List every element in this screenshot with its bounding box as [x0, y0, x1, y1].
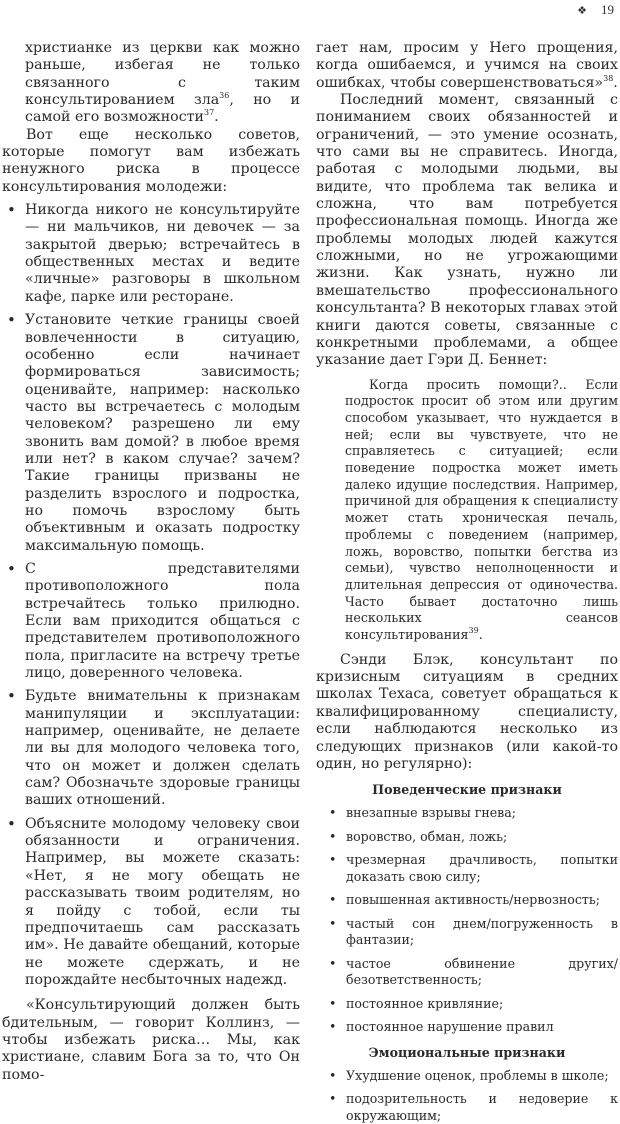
last-point-paragraph: Последний момент, связанный с пониманием своих обязанностей и ограничений, — это умение осознать, что сами вы не справитесь. Иногда, работая с молодыми людьми, вы видите, что проблема так велика и сложна, что вам потребуется профессиональная помощь. Иногда же проблемы молодых людей кажутся сложными, но не угрожающими жизни. Как узнать, нужно ли вмешательство профессионального консультанта? В некоторых главах этой книги даются советы, связанные с конкретными проблемами, а общее указание дает Гэри Д. Беннет: [316, 92, 618, 369]
sandy-black-paragraph: Сэнди Блэк, консультант по кризисным ситуациям в средних школах Техаса, советует обращаться к квалифицированному специалисту, если наблюдаются несколько из следующих признаков (или какой-то один, но регулярно): [316, 651, 618, 772]
list-item: • Будьте внимательны к признакам манипуляции и эксплуатации: например, оценивайте, не делаете ли вы для молодого человека того, что он может и должен сделать сам? Обозначьте здоровые границы ваших отношений. [2, 688, 300, 809]
list-item: • Установите четкие границы своей вовлеченности в ситуацию, особенно если начинает формироваться зависимость; оценивайте, например: насколько часто вы встречаетесь с молодым человеком? разрешено ли ему звонить вам домой? в любое время или нет? в каком случае? зачем? Такие границы призваны не разделить взрослого и подростка, но помочь взрослому быть объективным и оказать подростку максимальную помощь. [2, 312, 300, 555]
footnote-ref: 36 [219, 91, 230, 101]
collins-quote-paragraph: «Консультирующий должен быть бдительным, — говорит Коллинз, — чтобы избежать риска… Мы, как христиане, славим Бога за то, что Он помо- [2, 997, 300, 1083]
list-item: • Ухудшение оценок, проблемы в школе; [326, 1068, 618, 1085]
bennett-blockquote: Когда просить помощи?.. Если подросток просит об этом или другим способом указывает, что нуждается в ней; если вы чувствуете, что не справляетесь с ситуацией; если поведение подростка может иметь далеко идущие последствия. Например, причиной для обращения к специалисту может стать хроническая печаль, проблемы с поведением (например, ложь, воровство, попытки бегства из семьи), чувство неполноценности и длительная депрессия от одиночества. Часто бывает достаточно лишь нескольких сеансов консультирования$^{39}$. [345, 376, 618, 643]
ornament-icon: ❖ [577, 5, 587, 17]
continued-paragraph: христианке из церкви как можно раньше, избегая не только связанного с таким консультированием зла$^{36}$, но и самой его возможности$^{37}$. [25, 40, 300, 126]
page-header [577, 2, 614, 18]
collins-quote-continuation: гает нам, просим у Него прощения, когда ошибаемся, и учимся на своих ошибках, чтобы совершенствоваться»$^{38}$. [316, 40, 618, 91]
list-item: • чрезмерная драчливость, попытки доказать свою силу; [326, 852, 618, 885]
list-item: • подозрительность и недоверие к окружающим; [326, 1091, 618, 1124]
footnote-ref: 38 [603, 73, 614, 83]
intro-paragraph: Вот еще несколько советов, которые помогут вам избежать ненужного риска в процессе консультирования молодежи: [2, 126, 300, 195]
list-item: • Объясните молодому человеку свои обязанности и ограничения. Например, вы можете сказать: «Нет, я не могу обещать не рассказывать твоим родителям, но я пойду с тобой, если ты предпочитаешь сам рассказать им». Не давайте обещаний, которые не можете сдержать, и не порождайте несбыточных надежд. [2, 816, 300, 989]
page-number: 19 [601, 2, 614, 17]
list-item: • повышенная активность/нервозность; [326, 892, 618, 909]
emotional-signs-list [316, 1068, 618, 1124]
list-item: • Никогда никого не консультируйте — ни мальчиков, ни девочек — за закрытой дверью; встречайтесь в общественных местах и ведите «личные» разговоры в школьном кафе, парке или ресторане. [2, 202, 300, 306]
list-item: • частый сон днем/погруженность в фантазии; [326, 916, 618, 949]
list-item: • постоянное нарушение правил [326, 1019, 618, 1036]
list-item: • постоянное кривляние; [326, 996, 618, 1013]
tips-list [2, 202, 300, 989]
behavioral-signs-heading: Поведенческие признаки [372, 782, 562, 798]
list-item: • внезапные взрывы гнева; [326, 805, 618, 822]
list-item: • С представителями противоположного пола встречайтесь только прилюдно. Если вам приходится общаться с представителем противоположного пола, пригласите на встречу третье лицо, доверенного человека. [2, 561, 300, 682]
list-item: • частое обвинение других/безответственность; [326, 956, 618, 989]
right-column [316, 40, 618, 1124]
left-column [2, 40, 300, 1084]
behavioral-signs-list [316, 805, 618, 1036]
footnote-ref: 37 [203, 108, 215, 118]
footnote-ref: 39 [468, 626, 479, 636]
list-item: • воровство, обман, ложь; [326, 829, 618, 846]
emotional-signs-heading: Эмоциональные признаки [368, 1044, 566, 1060]
